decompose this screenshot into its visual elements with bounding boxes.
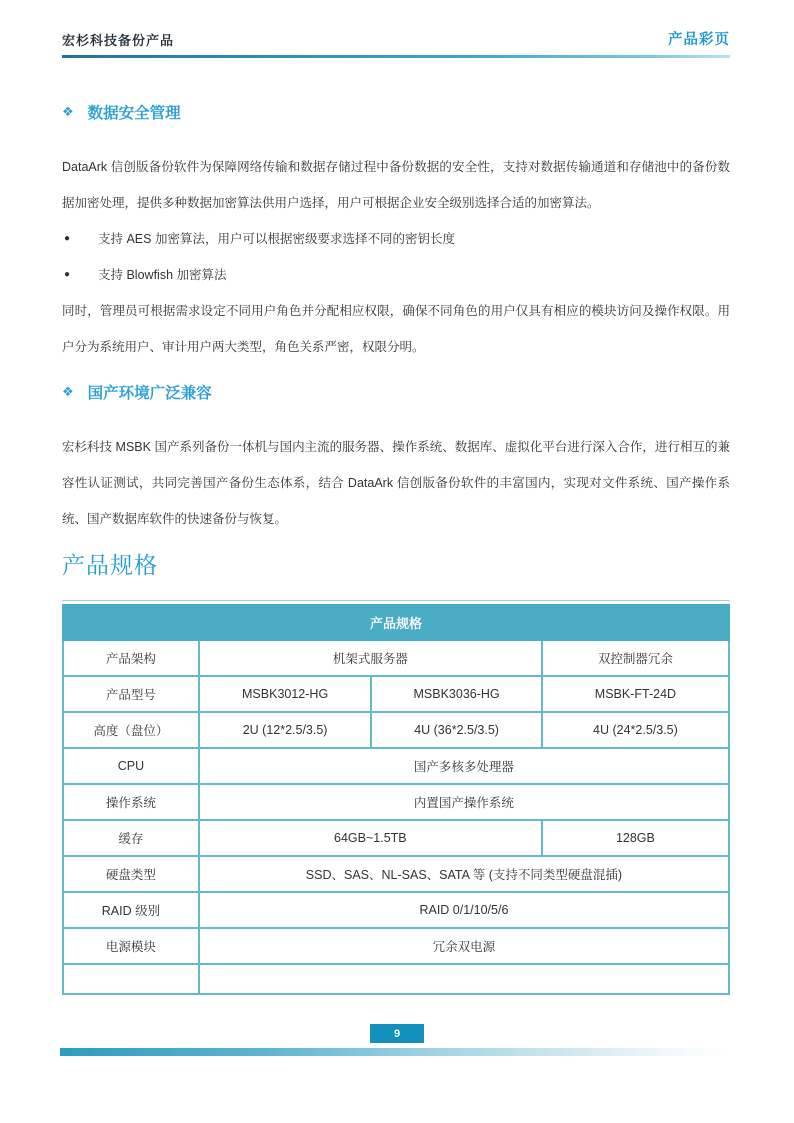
header-left-title: 宏杉科技备份产品 xyxy=(62,33,175,48)
spec-value-cell: 2U (12*2.5/3.5) xyxy=(199,712,371,748)
spec-label-cell: 产品型号 xyxy=(63,676,199,712)
header-rule xyxy=(62,55,730,58)
table-row xyxy=(63,892,729,928)
bullet-text: 支持 AES 加密算法，用户可以根据密级要求选择不同的密钥长度 xyxy=(98,232,455,246)
product-specs-table xyxy=(62,604,730,995)
spec-value-cell: 4U (24*2.5/3.5) xyxy=(542,712,729,748)
table-header-row xyxy=(63,605,729,640)
page-number-badge: 9 xyxy=(370,1024,424,1043)
table-row xyxy=(63,820,729,856)
spec-label-cell: 高度（盘位） xyxy=(63,712,199,748)
footer-gradient-bar xyxy=(60,1048,732,1056)
security-intro-paragraph: DataArk 信创版备份软件为保障网络传输和数据存储过程中备份数据的安全性，支持对数据传输通道和存储池中的备份数据加密处理，提供多种数据加密算法供用户选择，用户可根据企业安全级别选择合适的加密算法。 xyxy=(62,160,730,210)
spec-value-cell: 机架式服务器 xyxy=(199,640,542,676)
spec-value-cell: SSD、SAS、NL-SAS、SATA 等 (支持不同类型硬盘混插) xyxy=(199,856,729,892)
spec-value-cell: RAID 0/1/10/5/6 xyxy=(199,892,729,928)
security-bullet-list xyxy=(62,221,730,293)
spec-label-cell: 硬盘类型 xyxy=(63,856,199,892)
section-title-data-security xyxy=(62,101,730,123)
spec-value-cell: MSBK3012-HG xyxy=(199,676,371,712)
table-row xyxy=(63,748,729,784)
spec-label-cell: 产品架构 xyxy=(63,640,199,676)
table-row xyxy=(63,640,729,676)
spec-label-cell xyxy=(63,964,199,994)
compat-intro-paragraph: 宏杉科技 MSBK 国产系列备份一体机与国内主流的服务器、操作系统、数据库、虚拟化平台进行深入合作，进行相互的兼容性认证测试，共同完善国产备份生态体系，结合 DataArk 信创版备份软件的丰富国内，实现对文件系统、国产操作系统、国产数据库软件的快速备份与恢复。 xyxy=(62,440,730,526)
table-row xyxy=(63,964,729,994)
bullet-text: 支持 Blowfish 加密算法 xyxy=(98,268,227,282)
spec-value-cell: 128GB xyxy=(542,820,729,856)
spec-label-cell: RAID 级别 xyxy=(63,892,199,928)
section-title-text: 数据安全管理 xyxy=(87,105,181,122)
spec-label-cell: CPU xyxy=(63,748,199,784)
table-row xyxy=(63,856,729,892)
spec-value-cell: MSBK-FT-24D xyxy=(542,676,729,712)
security-outro-paragraph: 同时，管理员可根据需求设定不同用户角色并分配相应权限，确保不同角色的用户仅具有相应的模块访问及操作权限。用户分为系统用户、审计用户两大类型，角色关系严密，权限分明。 xyxy=(62,304,730,354)
page-header xyxy=(62,28,730,49)
spec-value-cell: 国产多核多处理器 xyxy=(199,748,729,784)
table-row xyxy=(63,928,729,964)
bullet-icon: ● xyxy=(64,233,71,244)
table-row xyxy=(63,676,729,712)
spec-value-cell: 双控制器冗余 xyxy=(542,640,729,676)
pre-table-rule xyxy=(62,600,730,601)
header-right-label: 产品彩页 xyxy=(668,32,730,48)
spec-value-cell: 内置国产操作系统 xyxy=(199,784,729,820)
list-item xyxy=(62,221,730,257)
table-title-cell: 产品规格 xyxy=(63,605,729,640)
spec-value-cell: 冗余双电源 xyxy=(199,928,729,964)
spec-value-cell: MSBK3036-HG xyxy=(371,676,541,712)
spec-value-cell: 4U (36*2.5/3.5) xyxy=(371,712,541,748)
spec-label-cell: 缓存 xyxy=(63,820,199,856)
section-title-compatibility xyxy=(62,381,730,403)
table-row xyxy=(63,784,729,820)
table-row xyxy=(63,712,729,748)
spec-label-cell: 电源模块 xyxy=(63,928,199,964)
diamond-cluster-icon: ❖ xyxy=(62,104,74,119)
spec-value-cell: 64GB~1.5TB xyxy=(199,820,542,856)
section-title-text: 国产环境广泛兼容 xyxy=(87,385,212,402)
bullet-icon: ● xyxy=(64,269,71,280)
spec-value-cell xyxy=(199,964,729,994)
specs-page-heading: 产品规格 xyxy=(62,552,158,578)
list-item xyxy=(62,257,730,293)
diamond-cluster-icon: ❖ xyxy=(62,384,74,399)
spec-label-cell: 操作系统 xyxy=(63,784,199,820)
